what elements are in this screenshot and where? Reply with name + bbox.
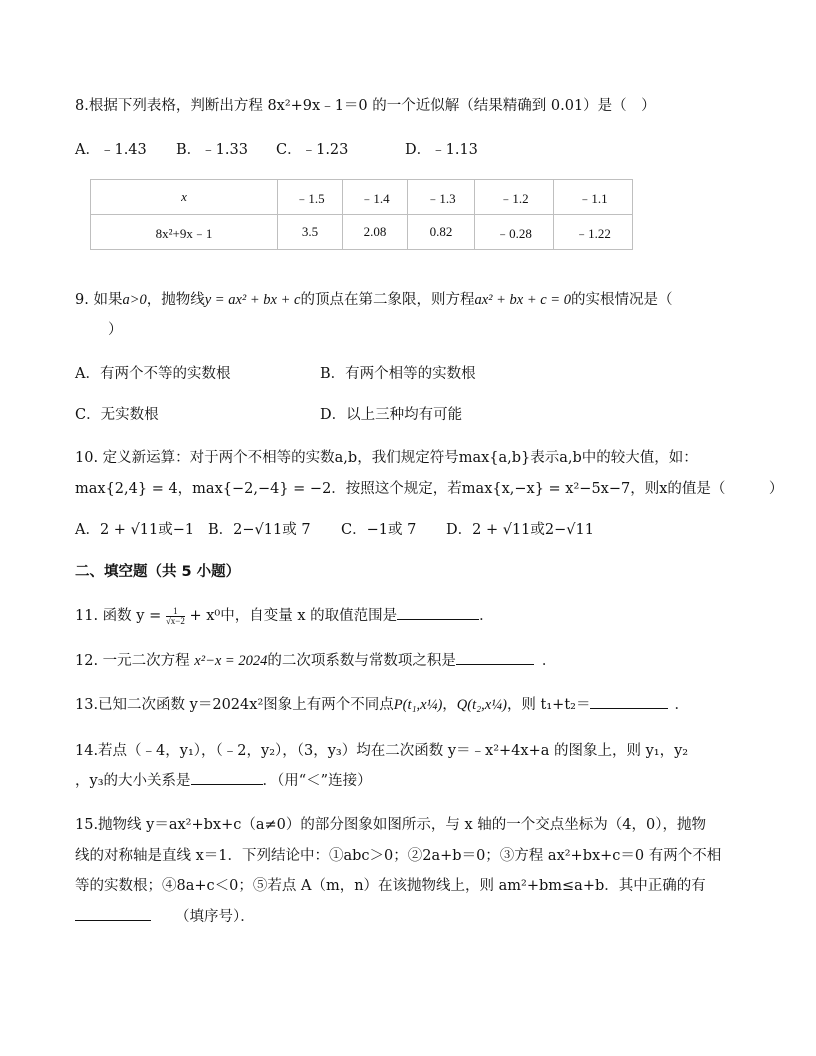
q11-answer-blank: [397, 605, 479, 620]
q10-line1: 10. 定义新运算：对于两个不相等的实数a,b，我们规定符号max{a,b}表示a,b中的较大值，如：: [75, 450, 698, 466]
q14-text: ，y₃的大小关系是: [75, 773, 191, 789]
q10-option-a: A．2 + √11或−1: [75, 522, 195, 538]
table-cell: ﹣1.4: [343, 180, 408, 215]
q13-point-p: P(t₁,x¼): [393, 697, 443, 713]
q9-option-a: A．有两个不等的实数根: [75, 366, 231, 382]
q15-line3: 等的实数根；④8a+c＜0；⑤若点 A（m，n）在该抛物线上，则 am²+bm≤a+b．其中正确的有: [75, 878, 706, 894]
q9-stem: [75, 290, 672, 310]
q12-answer-blank: [456, 650, 534, 665]
table-cell: 8x²+9x﹣1: [91, 215, 278, 250]
q14-line1: 14.若点（﹣4，y₁），（﹣2，y₂），（3，y₃）均在二次函数 y＝﹣x²+4x+a 的图象上，则 y₁，y₂: [75, 743, 689, 759]
table-cell: ﹣1.2: [475, 180, 554, 215]
q9-text: 的顶点在第二象限，则方程: [300, 292, 475, 308]
q14-text: ．（用“＜”连接）: [262, 773, 372, 789]
q15-text: （填序号）．: [175, 909, 255, 925]
q15-line2: 线的对称轴是直线 x＝1．下列结论中：①abc＞0；②2a+b＝0；③方程 ax²+bx+c＝0 有两个不相: [75, 848, 722, 864]
table-cell: 2.08: [343, 215, 408, 250]
q8-stem: 8.根据下列表格，判断出方程 8x²+9x﹣1＝0 的一个近似解（结果精确到 0.01）是（ ）: [75, 98, 656, 114]
q9-option-d: D．以上三种均有可能: [320, 407, 463, 423]
table-row: [91, 180, 633, 215]
q13-stem: [75, 694, 689, 715]
q10-option-d: D．2 + √11或2−√11: [446, 522, 594, 538]
q11-text: + x⁰中，自变量 x 的取值范围是: [184, 608, 398, 624]
q14-answer-blank: [191, 770, 263, 785]
q9-text: ，抛物线: [146, 292, 205, 308]
q8-option-b: B．﹣1.33: [176, 142, 248, 158]
q13-text: ，: [442, 697, 457, 713]
q9-text: 的实根情况是（: [570, 292, 673, 308]
q9-parabola: y = ax² + bx + c: [204, 292, 301, 308]
q11-fraction: [166, 607, 185, 626]
q8-value-table: [90, 179, 633, 250]
table-cell: 0.82: [408, 215, 475, 250]
q9-stem-close: ）: [108, 322, 123, 338]
q12-equation: x²−x = 2024: [194, 653, 268, 669]
table-cell: ﹣1.5: [278, 180, 343, 215]
q12-text: 的二次项系数与常数项之积是: [267, 653, 456, 669]
q8-option-d: D．﹣1.13: [405, 142, 478, 158]
q15-line4: [75, 906, 255, 927]
table-cell: ﹣1.22: [554, 215, 633, 250]
q9-option-c: C．无实数根: [75, 407, 159, 423]
q11-numerator: 1: [166, 607, 185, 617]
q13-text: 13.已知二次函数 y＝2024x²图象上有两个不同点: [75, 697, 394, 713]
q12-text: ．: [541, 653, 557, 669]
q8-option-a: A．﹣1.43: [75, 142, 147, 158]
q10-line2: max{2,4} = 4，max{−2,−4} = −2．按照这个规定，若max{x,−x} = x²−5x−7，则x的值是（ ）: [75, 481, 784, 497]
table-cell: 3.5: [278, 215, 343, 250]
q13-text: ，则 t₁+t₂＝: [506, 697, 591, 713]
q15-line1: 15.抛物线 y＝ax²+bx+c（a≠0）的部分图象如图所示，与 x 轴的一个交点坐标为（4，0），抛物: [75, 817, 706, 833]
q8-option-c: C．﹣1.23: [276, 142, 349, 158]
q11-text: 11. 函数 y =: [75, 608, 166, 624]
table-cell: x: [91, 180, 278, 215]
q13-point-q: Q(t₂,x¼): [456, 697, 507, 713]
table-cell: ﹣1.1: [554, 180, 633, 215]
q13-text: ．: [674, 697, 689, 713]
q13-answer-blank: [590, 694, 668, 709]
section-title: 二、填空题（共 5 小题）: [75, 564, 241, 580]
q11-text: ．: [479, 608, 494, 624]
q14-line2: [75, 770, 372, 791]
q9-condition: a>0: [122, 292, 147, 308]
q15-answer-blank: [75, 906, 151, 921]
q10-option-b: B．2−√11或 7: [208, 522, 311, 538]
q10-option-c: C．−1或 7: [341, 522, 417, 538]
q9-option-b: B．有两个相等的实数根: [320, 366, 476, 382]
q12-stem: [75, 650, 556, 671]
q11-denominator: √x−2: [165, 615, 185, 626]
q12-text: 12. 一元二次方程: [75, 653, 195, 669]
table-cell: ﹣0.28: [475, 215, 554, 250]
q9-text: 9. 如果: [75, 292, 123, 308]
q9-equation: ax² + bx + c = 0: [474, 292, 571, 308]
table-cell: ﹣1.3: [408, 180, 475, 215]
table-row: [91, 215, 633, 250]
q11-stem: [75, 605, 494, 626]
